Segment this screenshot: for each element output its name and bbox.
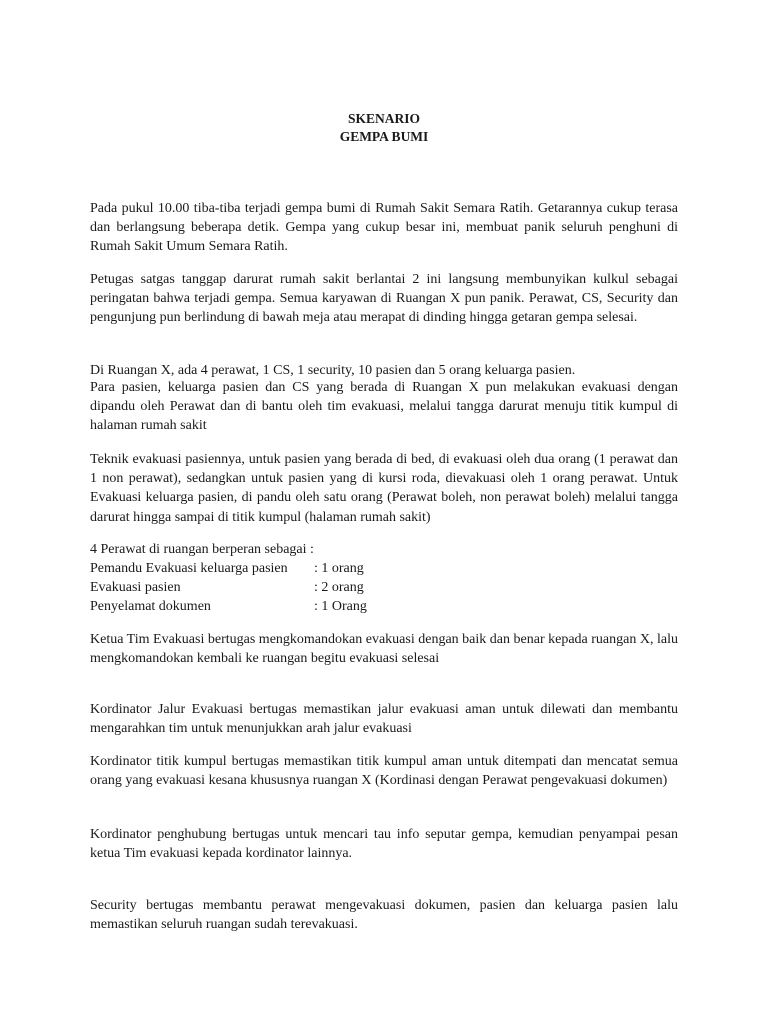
role-count: : 1 orang (314, 561, 364, 576)
roles-intro: 4 Perawat di ruangan berperan sebagai : (90, 542, 314, 557)
role-row (90, 578, 490, 597)
role-row (90, 559, 490, 578)
paragraph-assembly-coordinator: Kordinator titik kumpul bertugas memastikan titik kumpul aman untuk ditempati dan mencatat semua orang yang evakuasi kesana khususnya ruangan X (Kordinasi dengan Perawat pengevakuasi dokumen) (90, 754, 678, 789)
paragraph-route-coordinator: Kordinator Jalur Evakuasi bertugas memastikan jalur evakuasi aman untuk dilewati dan membantu mengarahkan tim untuk menunjukkan arah jalur evakuasi (90, 702, 678, 737)
role-name: Pemandu Evakuasi keluarga pasien (90, 561, 288, 576)
role-count: : 2 orang (314, 580, 364, 596)
role-count: : 1 Orang (314, 599, 367, 615)
document-title-line-1: SKENARIO (347, 111, 420, 126)
role-name: Evakuasi pasien (90, 580, 181, 596)
role-name: Penyelamat dokumen (90, 599, 211, 615)
paragraph-evacuation-route: Para pasien, keluarga pasien dan CS yang berada di Ruangan X pun melakukan evakuasi dengan dipandu oleh Perawat dan di bantu oleh tim evakuasi, melalui tangga darurat menuju titik kumpul di halaman rumah sakit (90, 380, 678, 434)
document-title-line-2: GEMPA BUMI (339, 129, 429, 144)
paragraph-security-duty: Security bertugas membantu perawat mengevakuasi dokumen, pasien dan keluarga pasien lalu memastikan seluruh ruangan sudah terevakuasi. (90, 898, 678, 933)
paragraph-liaison-coordinator: Kordinator penghubung bertugas untuk mencari tau info seputar gempa, kemudian penyampai pesan ketua Tim evakuasi kepada kordinator lainnya. (90, 827, 678, 862)
paragraph-team-leader: Ketua Tim Evakuasi bertugas mengkomandokan evakuasi dengan baik dan benar kepada ruangan X, lalu mengkomandokan kembali ke ruangan begitu evakuasi selesai (90, 632, 678, 667)
role-row (90, 597, 490, 616)
nurse-roles-list (90, 559, 490, 617)
paragraph-evacuation-technique: Teknik evakuasi pasiennya, untuk pasien yang berada di bed, di evakuasi oleh dua orang (1 perawat dan 1 non perawat), sedangkan untuk pasien yang di kursi roda, dievakuasi oleh 1 orang perawat. Untuk Evakuasi keluarga pasien, di pandu oleh satu orang (Perawat boleh, non perawat boleh) melalui tangga darurat hingga sampai di titik kumpul (halaman rumah sakit) (90, 452, 678, 525)
paragraph-alarm-response: Petugas satgas tanggap darurat rumah sakit berlantai 2 ini langsung membunyikan kulkul sebagai peringatan bahwa terjadi gempa. Semua karyawan di Ruangan X pun panik. Perawat, CS, Security dan pengunjung pun berlindung di bawah meja atau merapat di dinding hingga getaran gempa selesai. (90, 272, 678, 326)
paragraph-room-occupants: Di Ruangan X, ada 4 perawat, 1 CS, 1 security, 10 pasien dan 5 orang keluarga pasien. (90, 363, 576, 378)
paragraph-earthquake-event: Pada pukul 10.00 tiba-tiba terjadi gempa bumi di Rumah Sakit Semara Ratih. Getarannya cukup terasa dan berlangsung beberapa detik. Gempa yang cukup besar ini, membuat panik seluruh penghuni di Rumah Sakit Umum Semara Ratih. (90, 201, 678, 255)
